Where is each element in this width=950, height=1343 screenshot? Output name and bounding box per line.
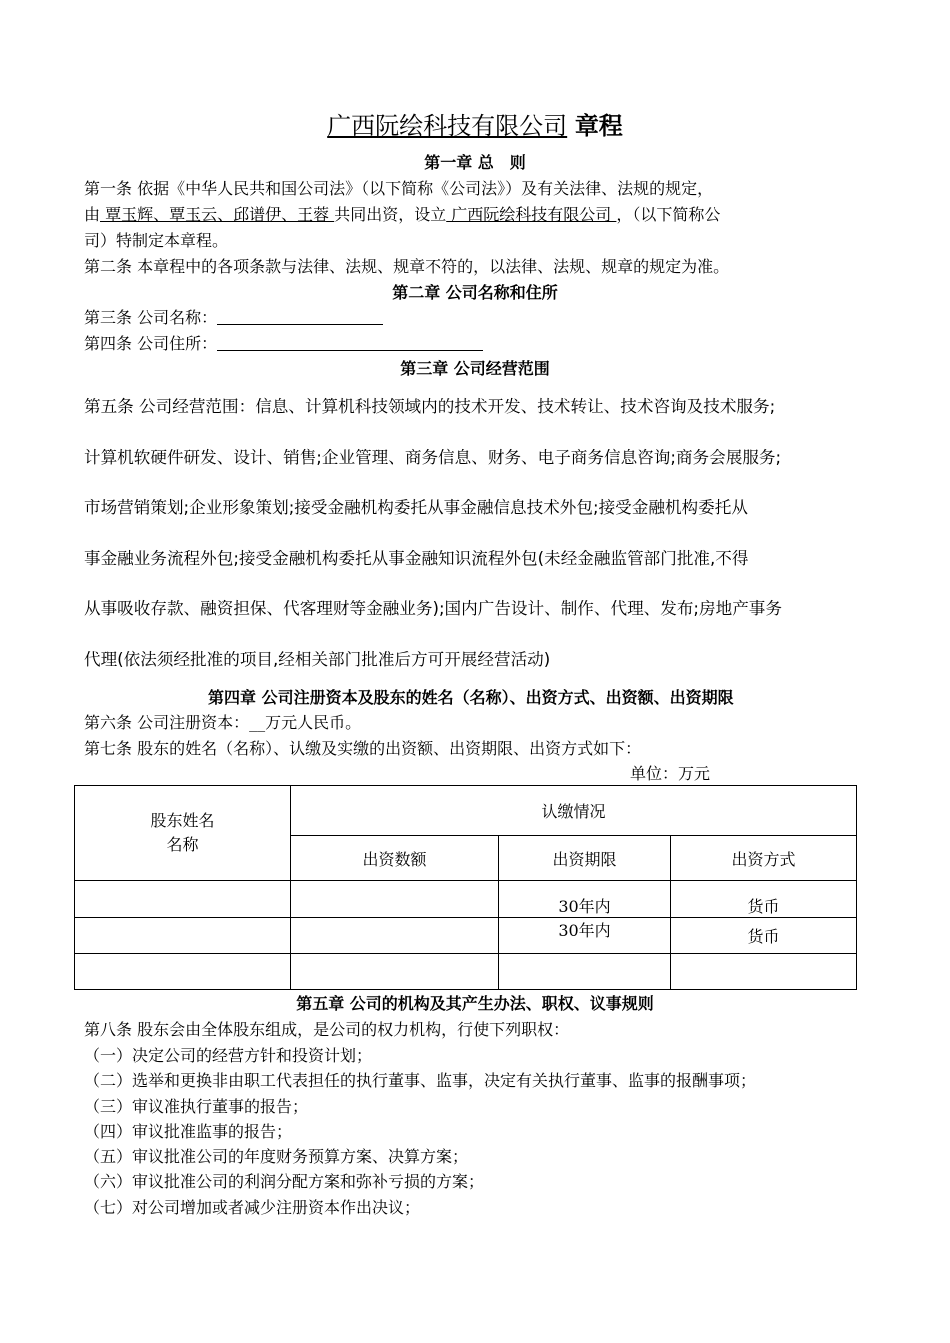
cell-amount bbox=[291, 954, 499, 990]
business-scope-line: 从事吸收存款、融资担保、代客理财等金融业务);国内广告设计、制作、代理、发布;房地产事务 bbox=[84, 599, 782, 618]
article-3 bbox=[84, 306, 383, 330]
table-row bbox=[75, 918, 857, 954]
table-row bbox=[75, 881, 857, 918]
shareholder-table bbox=[74, 785, 857, 990]
article-1-line-3: 司）特制定本章程。 bbox=[84, 231, 229, 250]
business-scope-line: 第五条 公司经营范围：信息、计算机科技领域内的技术开发、技术转让、技术咨询及技术服务; bbox=[84, 397, 776, 416]
article-2: 第二条 本章程中的各项条款与法律、法规、规章不符的，以法律、法规、规章的规定为准。 bbox=[84, 257, 730, 276]
cell-amount bbox=[291, 881, 499, 918]
table-row bbox=[75, 954, 857, 990]
article-6 bbox=[84, 711, 361, 735]
header-shareholder-name bbox=[75, 786, 291, 881]
cell-name bbox=[75, 881, 291, 918]
list-item: （二）选举和更换非由职工代表担任的执行董事、监事，决定有关执行董事、监事的报酬事项； bbox=[84, 1071, 757, 1090]
article-1-line-2 bbox=[84, 203, 720, 227]
business-scope-line: 市场营销策划;企业形象策划;接受金融机构委托从事金融信息技术外包;接受金融机构委托从 bbox=[84, 498, 748, 517]
article-4 bbox=[84, 332, 483, 356]
header-name-line-2: 名称 bbox=[166, 835, 199, 854]
article-1-line-1: 第一条 依据《中华人民共和国公司法》（以下简称《公司法》）及有关法律、法规的规定， bbox=[84, 179, 714, 198]
title-suffix: 章程 bbox=[574, 112, 623, 140]
unit-label: 单位：万元 bbox=[630, 764, 711, 783]
header-subscription: 认缴情况 bbox=[291, 786, 857, 836]
registered-capital-value: __ bbox=[249, 713, 266, 732]
chapter-3-heading: 第三章 公司经营范围 bbox=[400, 359, 550, 378]
article-8: 第八条 股东会由全体股东组成，是公司的权力机构，行使下列职权： bbox=[84, 1020, 570, 1039]
cell-method: 货币 bbox=[671, 918, 857, 954]
document-title bbox=[0, 106, 950, 146]
registered-capital-unit: 万元人民币。 bbox=[265, 713, 362, 732]
list-item: （三）审议准执行董事的报告； bbox=[84, 1097, 309, 1116]
list-item: （六）审议批准公司的利润分配方案和弥补亏损的方案； bbox=[84, 1172, 485, 1191]
title-company-name: 广西阮绘科技有限公司 bbox=[327, 112, 568, 140]
cell-method bbox=[671, 954, 857, 990]
list-item: （五）审议批准公司的年度财务预算方案、决算方案； bbox=[84, 1147, 469, 1166]
chapter-5-heading: 第五章 公司的机构及其产生办法、职权、议事规则 bbox=[296, 994, 654, 1013]
company-name-blank bbox=[217, 308, 383, 325]
cell-amount bbox=[291, 918, 499, 954]
article-1-mid: 共同出资，设立 bbox=[334, 205, 447, 224]
company-address-label: 第四条 公司住所： bbox=[84, 334, 218, 353]
cell-period: 30年内 bbox=[499, 881, 671, 918]
cell-method: 货币 bbox=[671, 881, 857, 918]
company-address-blank bbox=[217, 334, 483, 351]
cell-period bbox=[499, 954, 671, 990]
registered-capital-label: 第六条 公司注册资本： bbox=[84, 713, 250, 732]
cell-name bbox=[75, 954, 291, 990]
header-method: 出资方式 bbox=[671, 836, 857, 881]
chapter-4-heading: 第四章 公司注册资本及股东的姓名（名称）、出资方式、出资额、出资期限 bbox=[208, 688, 734, 707]
company-name-label: 第三条 公司名称： bbox=[84, 308, 218, 327]
article-1-prefix: 由 bbox=[84, 205, 101, 224]
list-item: （一）决定公司的经营方针和投资计划； bbox=[84, 1046, 373, 1065]
business-scope-line: 事金融业务流程外包;接受金融机构委托从事金融知识流程外包(未经金融监管部门批准,不得 bbox=[84, 549, 749, 568]
header-name-line-1: 股东姓名 bbox=[150, 811, 215, 830]
business-scope-line: 计算机软硬件研发、设计、销售;企业管理、商务信息、财务、电子商务信息咨询;商务会展服务; bbox=[84, 448, 782, 467]
cell-period: 30年内 bbox=[499, 918, 671, 954]
business-scope-line: 代理(依法须经批准的项目,经相关部门批准后方可开展经营活动) bbox=[84, 650, 551, 669]
list-item: （七）对公司增加或者减少注册资本作出决议； bbox=[84, 1198, 421, 1217]
shareholder-names: 覃玉辉、覃玉云、邱谱伊、王蓉 bbox=[100, 205, 335, 224]
article-1-tail: ，（以下简称公 bbox=[616, 205, 721, 224]
list-item: （四）审议批准监事的报告； bbox=[84, 1122, 293, 1141]
header-period: 出资期限 bbox=[499, 836, 671, 881]
article-7: 第七条 股东的姓名（名称）、认缴及实缴的出资额、出资期限、出资方式如下： bbox=[84, 739, 642, 758]
header-amount: 出资数额 bbox=[291, 836, 499, 881]
company-name-inline: 广西阮绘科技有限公司 bbox=[446, 205, 617, 224]
chapter-1-heading: 第一章 总 则 bbox=[424, 153, 526, 172]
cell-name bbox=[75, 918, 291, 954]
chapter-2-heading: 第二章 公司名称和住所 bbox=[392, 283, 558, 302]
